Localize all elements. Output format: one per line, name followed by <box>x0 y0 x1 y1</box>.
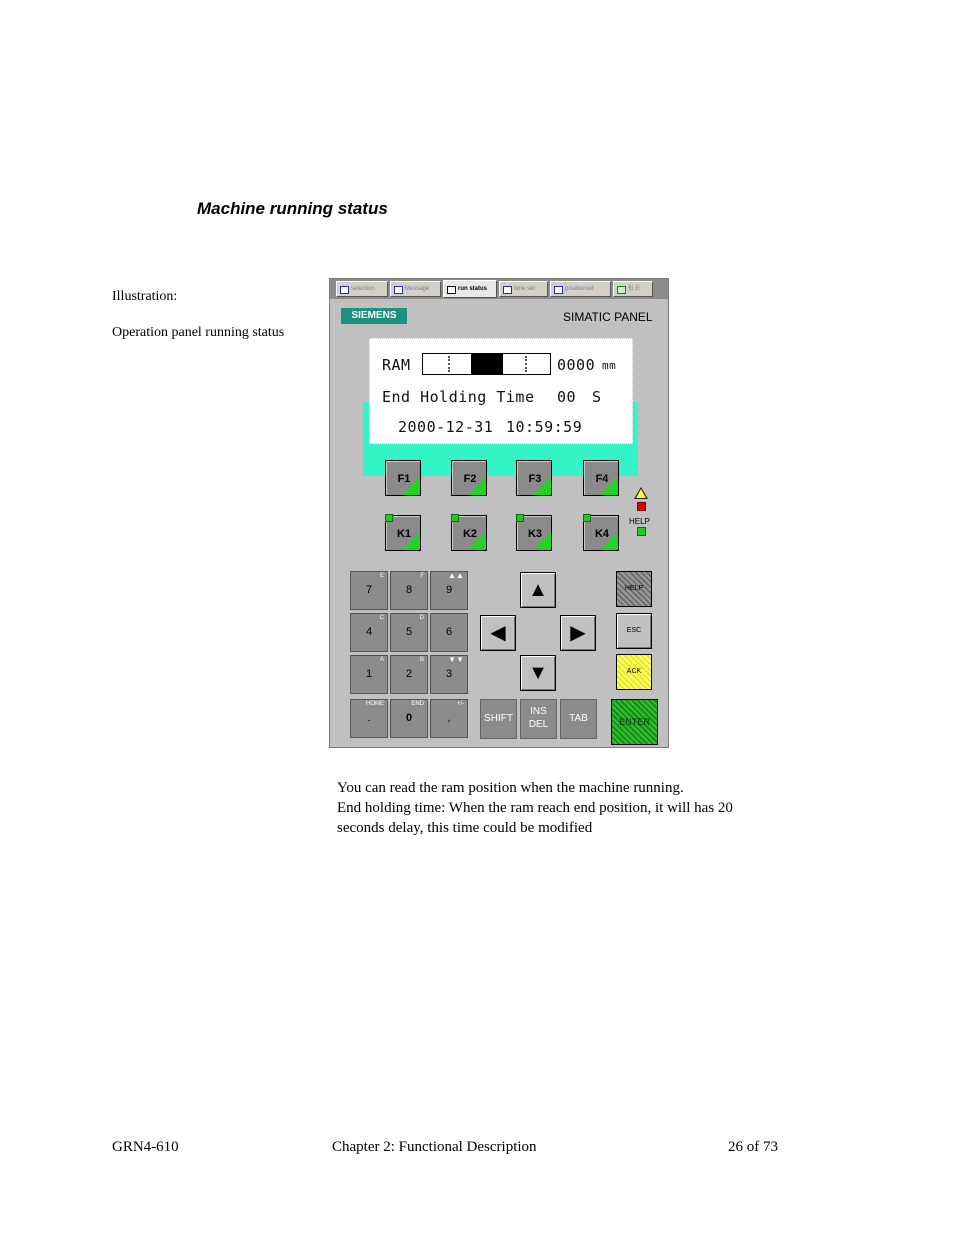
tab-label: time set <box>514 286 536 292</box>
f1-key[interactable] <box>385 460 421 496</box>
error-led <box>637 502 646 511</box>
key-label: 8 <box>405 584 413 596</box>
f3-key[interactable] <box>516 460 552 496</box>
tab-time-set[interactable] <box>499 281 548 297</box>
key-label: 3 <box>445 668 453 680</box>
key-sub-label: F <box>420 573 424 579</box>
key-5[interactable] <box>390 613 428 652</box>
key-7[interactable] <box>350 571 388 610</box>
key-sub-label: B <box>419 657 424 663</box>
siemens-logo: SIEMENS <box>341 308 407 324</box>
key-9[interactable] <box>430 571 468 610</box>
key-label: . <box>367 712 371 724</box>
k4-led <box>583 514 591 522</box>
arrow-up-key[interactable] <box>520 572 556 608</box>
arrow-down-key[interactable] <box>520 655 556 691</box>
key-comma[interactable] <box>430 699 468 738</box>
description-line: End holding time: When the ram reach end position, it will has 20 <box>337 800 733 816</box>
key-label: , <box>447 712 451 724</box>
ram-label: RAM <box>382 356 411 374</box>
key-dot[interactable] <box>350 699 388 738</box>
time-display: 10:59:59 <box>506 418 583 436</box>
tab-run-status[interactable] <box>443 280 497 298</box>
lcd-screen <box>369 338 633 444</box>
ram-value: 0000 <box>557 356 596 374</box>
page-down-icon: ▼▼ <box>448 655 464 664</box>
key-label: SHIFT <box>484 713 513 724</box>
key-label: 0 <box>405 712 413 724</box>
ack-key[interactable] <box>616 654 652 690</box>
esc-key[interactable] <box>616 613 652 649</box>
tab-label: Message <box>405 286 430 292</box>
key-label: F2 <box>463 473 477 485</box>
bar-tick <box>448 356 450 372</box>
key-label: K4 <box>594 528 610 540</box>
key-4[interactable] <box>350 613 388 652</box>
window-icon <box>394 286 403 294</box>
bar-tick <box>525 356 527 372</box>
tab-key[interactable] <box>560 699 597 739</box>
key-label: 6 <box>445 626 453 638</box>
window-icon <box>554 286 563 294</box>
shift-key[interactable] <box>480 699 517 739</box>
key-sub-label: +/- <box>456 701 464 707</box>
window-icon <box>340 286 349 294</box>
warning-icon-fill <box>636 489 646 498</box>
window-icon <box>447 286 456 294</box>
section-heading: Machine running status <box>197 199 388 218</box>
key-label: 9 <box>445 584 453 596</box>
tab-label: 报表 <box>628 286 641 292</box>
end-holding-unit: S <box>592 388 602 406</box>
tab-label: selection <box>351 286 375 292</box>
description-text <box>337 778 807 838</box>
key-6[interactable] <box>430 613 468 652</box>
enter-key[interactable] <box>611 699 658 745</box>
end-holding-value: 00 <box>557 388 577 406</box>
key-label-top: INS <box>530 706 547 717</box>
footer-doc-id: GRN4-610 <box>112 1139 179 1155</box>
panel-title: SIMATIC PANEL <box>563 310 653 324</box>
key-8[interactable] <box>390 571 428 610</box>
k1-led <box>385 514 393 522</box>
ram-position-bar <box>422 353 551 375</box>
ram-position-fill <box>471 354 503 374</box>
illustration-caption: Operation panel running status <box>112 325 285 340</box>
key-sub-label: HOME <box>366 701 384 707</box>
help-key[interactable] <box>616 571 652 607</box>
key-sub-label: D <box>419 615 424 621</box>
arrow-left-key[interactable] <box>480 615 516 651</box>
key-sub-label: C <box>379 615 384 621</box>
description-line: You can read the ram position when the machine running. <box>337 780 684 796</box>
key-label: F4 <box>595 473 609 485</box>
key-label: ACK <box>626 668 642 675</box>
tab-label: run status <box>458 286 488 292</box>
key-label: K1 <box>396 528 412 540</box>
operation-panel <box>329 278 669 748</box>
tab-label: positionset <box>565 286 594 292</box>
arrow-down-icon: ▼ <box>528 662 548 684</box>
tab-message[interactable] <box>390 281 441 297</box>
tab-selection[interactable] <box>336 281 388 297</box>
arrow-right-key[interactable] <box>560 615 596 651</box>
footer-page-number: 26 of 73 <box>728 1139 778 1155</box>
key-label: 2 <box>405 668 413 680</box>
window-icon <box>617 286 626 294</box>
key-sub-label: END <box>411 701 424 707</box>
key-label: ENTER <box>619 717 650 727</box>
description-line: seconds delay, this time could be modified <box>337 820 593 836</box>
key-label: F3 <box>528 473 542 485</box>
tab-report[interactable] <box>613 281 653 297</box>
page-up-icon: ▲▲ <box>448 571 464 580</box>
key-label: 5 <box>405 626 413 638</box>
help-indicator-label: HELP <box>629 517 650 526</box>
key-label: 1 <box>365 668 373 680</box>
key-label: K2 <box>462 528 478 540</box>
arrow-right-icon: ▶ <box>570 622 586 644</box>
ins-del-key[interactable] <box>520 699 557 739</box>
ram-unit: mm <box>602 359 617 372</box>
key-label: 7 <box>365 584 373 596</box>
key-label-bottom: DEL <box>528 719 549 730</box>
key-3[interactable] <box>430 655 468 694</box>
f4-key[interactable] <box>583 460 619 496</box>
key-1[interactable] <box>350 655 388 694</box>
f2-key[interactable] <box>451 460 487 496</box>
key-label: 4 <box>365 626 373 638</box>
key-2[interactable] <box>390 655 428 694</box>
end-holding-label: End Holding Time <box>382 388 535 406</box>
illustration-label: Illustration: <box>112 289 178 304</box>
key-label: ESC <box>626 627 642 634</box>
key-label: HELP <box>624 585 644 592</box>
k2-led <box>451 514 459 522</box>
key-0[interactable] <box>390 699 428 738</box>
help-led <box>637 527 646 536</box>
screen-tab-bar <box>330 279 668 299</box>
window-icon <box>503 286 512 294</box>
k3-led <box>516 514 524 522</box>
key-sub-label: E <box>379 573 384 579</box>
arrow-up-icon: ▲ <box>528 579 548 601</box>
key-label: K3 <box>527 528 543 540</box>
date-display: 2000-12-31 <box>398 418 494 436</box>
key-label: TAB <box>569 713 588 724</box>
key-sub-label: A <box>379 657 384 663</box>
arrow-left-icon: ◀ <box>490 622 506 644</box>
footer-chapter: Chapter 2: Functional Description <box>332 1139 537 1155</box>
tab-position-set[interactable] <box>550 281 611 297</box>
key-label: F1 <box>397 473 411 485</box>
